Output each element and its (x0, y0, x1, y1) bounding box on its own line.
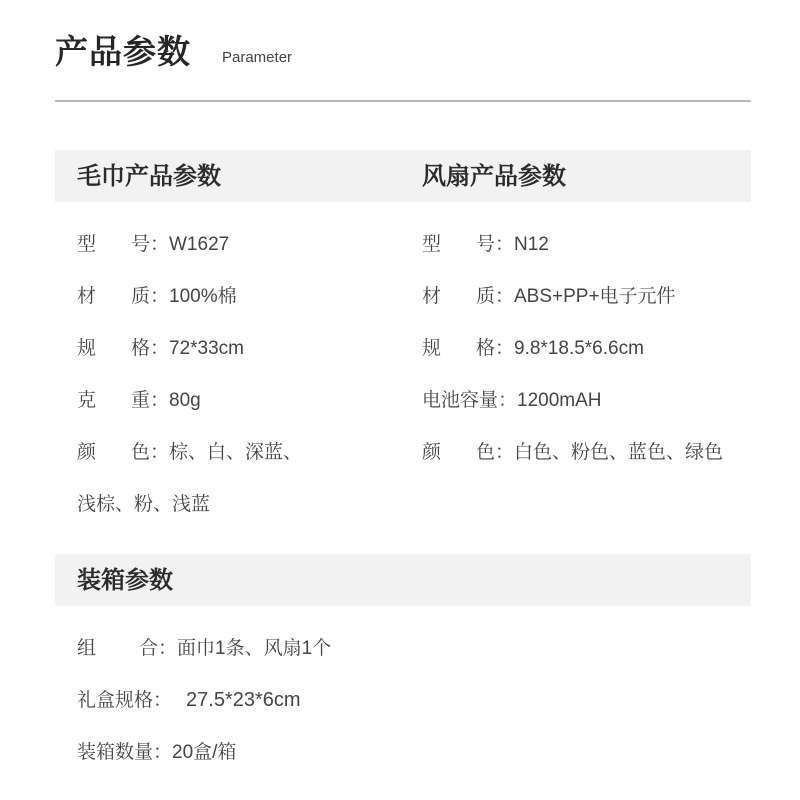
towel-weight-row (77, 388, 201, 413)
towel-spec-value: 72*33cm (169, 338, 244, 359)
fan-battery-label: 电池容量： (422, 389, 518, 411)
fan-section-heading: 风扇产品参数 (422, 162, 566, 190)
packing-qty-label: 装箱数量： (77, 741, 173, 763)
towel-color-value: 棕、白、深蓝、 (169, 442, 303, 463)
towel-spec-row (77, 336, 244, 361)
fan-model-value: N12 (514, 234, 549, 255)
towel-material-label: 材 质： (77, 285, 169, 307)
product-params-band (55, 150, 751, 202)
fan-material-row (422, 284, 676, 309)
fan-battery-row (422, 388, 602, 413)
packing-combo-label: 组 合： (77, 637, 177, 659)
header-divider (55, 100, 751, 102)
packing-section-heading: 装箱参数 (77, 566, 173, 594)
fan-color-label: 颜 色： (422, 441, 514, 463)
packing-combo-row (77, 636, 331, 661)
fan-color-row (422, 440, 723, 465)
towel-color-continued: 浅棕、粉、浅蓝 (77, 493, 211, 515)
towel-color-label: 颜 色： (77, 441, 169, 463)
page-subtitle: Parameter (222, 49, 293, 66)
packing-params-band (55, 554, 751, 606)
towel-spec-label: 规 格： (77, 337, 169, 359)
fan-model-label: 型 号： (422, 233, 514, 255)
fan-color-value: 白色、粉色、蓝色、绿色 (514, 442, 724, 463)
fan-spec-row (422, 336, 644, 361)
towel-weight-value: 80g (169, 390, 201, 411)
towel-material-row (77, 284, 237, 309)
fan-model-row (422, 232, 549, 257)
towel-section-heading: 毛巾产品参数 (77, 162, 221, 190)
packing-giftbox-value: 27.5*23*6cm (186, 689, 301, 711)
packing-combo-value: 面巾1条、风扇1个 (177, 638, 332, 659)
fan-battery-value: 1200mAH (517, 390, 602, 411)
packing-giftbox-row (77, 688, 301, 712)
fan-material-value: ABS+PP+电子元件 (514, 286, 676, 307)
fan-spec-label: 规 格： (422, 337, 514, 359)
page-title: 产品参数 (55, 32, 191, 71)
fan-spec-value: 9.8*18.5*6.6cm (514, 338, 644, 359)
towel-model-row (77, 232, 229, 257)
towel-weight-label: 克 重： (77, 389, 169, 411)
fan-material-label: 材 质： (422, 285, 514, 307)
towel-model-value: W1627 (169, 234, 230, 255)
packing-qty-value: 20盒/箱 (172, 742, 237, 763)
towel-material-value: 100%棉 (169, 286, 237, 307)
packing-giftbox-label: 礼盒规格： (77, 689, 173, 711)
packing-qty-row (77, 740, 236, 765)
towel-color-row (77, 440, 302, 465)
towel-model-label: 型 号： (77, 233, 169, 255)
